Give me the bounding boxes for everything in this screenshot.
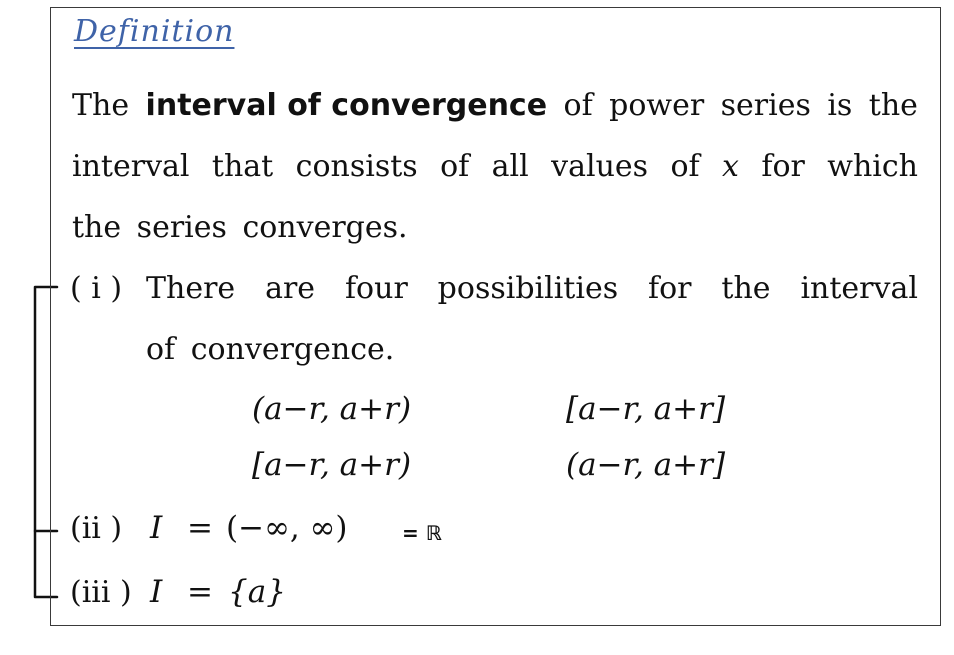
interval-open-closed: (a−r, a+r] [566, 447, 726, 483]
word: series [720, 88, 811, 123]
interval-closed-open: [a−r, a+r) [252, 447, 412, 483]
definition-line-3: the series converges. [72, 210, 408, 245]
case-iii-set: {a} [228, 574, 286, 610]
case-ii-variable-I: I [150, 510, 163, 546]
case-iii-label: (iii ) [70, 575, 132, 610]
case-iii-variable-I: I [150, 574, 163, 610]
word: values [551, 149, 649, 184]
interval-open-open: (a−r, a+r) [252, 391, 412, 427]
word: are [265, 271, 316, 306]
case-ii-set: (−∞, ∞) [226, 510, 348, 546]
case-ii-label: (ii ) [70, 511, 123, 546]
word: power [609, 88, 705, 123]
case-iii-equals: = [187, 574, 213, 610]
word: for [648, 271, 692, 306]
definition-heading: Definition [74, 14, 235, 49]
term-interval-of-convergence: interval of convergence [145, 88, 548, 123]
case-i-label: ( i ) [70, 271, 123, 306]
word: is [827, 88, 853, 123]
word: all [491, 149, 529, 184]
word: of [440, 149, 470, 184]
variable-x: x [722, 149, 739, 184]
word: the [868, 88, 918, 123]
word: the [721, 271, 771, 306]
word: There [146, 271, 236, 306]
word: that [211, 149, 274, 184]
case-i-line-1 [146, 271, 918, 306]
word: of [563, 88, 593, 123]
word: possibilities [437, 271, 619, 306]
word: four [344, 271, 408, 306]
case-i-line-2: of convergence. [146, 332, 395, 367]
word: The [72, 88, 130, 123]
word: interval [800, 271, 918, 306]
definition-line-1 [72, 88, 918, 123]
case-ii-equals: = [187, 510, 213, 546]
word: interval [72, 149, 190, 184]
definition-line-2 [72, 149, 918, 184]
word: consists [295, 149, 418, 184]
interval-closed-closed: [a−r, a+r] [566, 391, 726, 427]
word: which [827, 149, 918, 184]
word: for [761, 149, 805, 184]
handwritten-note-reals: = ℝ [402, 521, 442, 545]
word: of [670, 149, 700, 184]
